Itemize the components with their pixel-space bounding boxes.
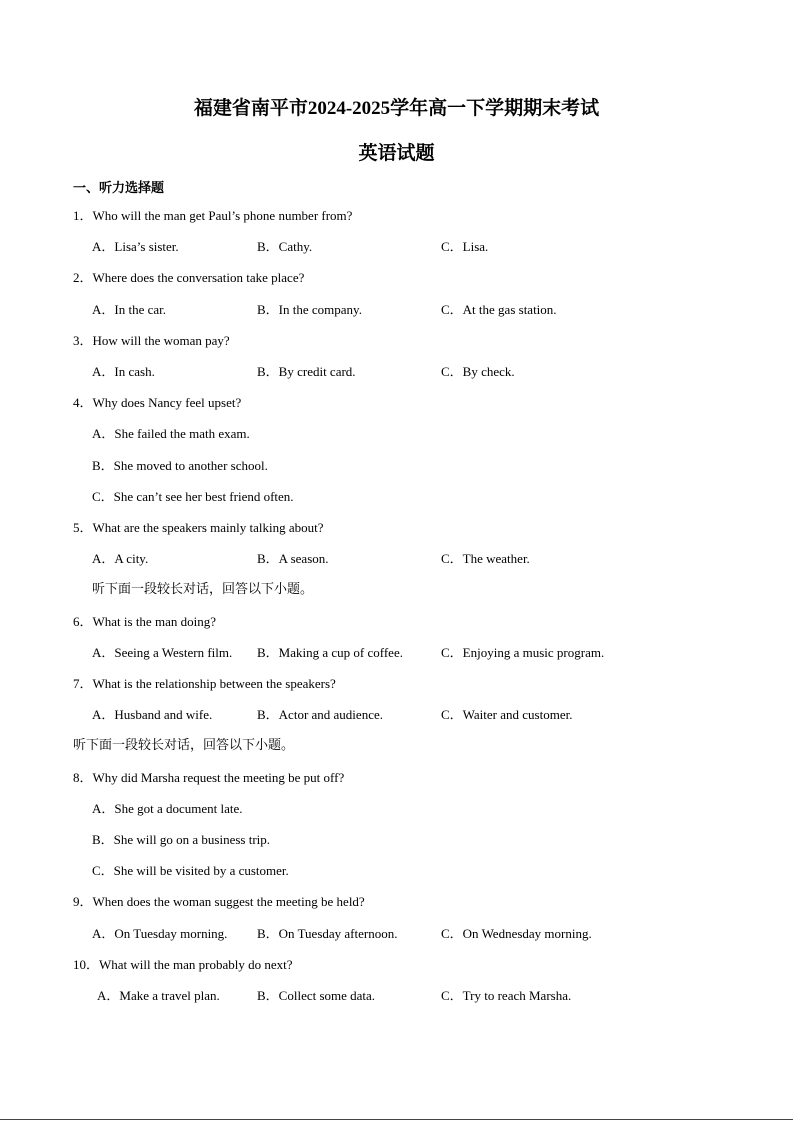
option-c: C．Try to reach Marsha. [441, 988, 572, 1003]
question-stem: 2．Where does the conversation take place? [73, 270, 305, 285]
option-a: A．She failed the math exam. [92, 426, 250, 441]
question-stem: 7．What is the relationship between the speakers? [73, 676, 336, 691]
question-stem: 8．Why did Marsha request the meeting be put off? [73, 770, 345, 785]
option-b: B．On Tuesday afternoon. [257, 926, 398, 941]
option-c: C．On Wednesday morning. [441, 926, 592, 941]
question-stem: 4．Why does Nancy feel upset? [73, 395, 242, 410]
question-stem: 1．Who will the man get Paul’s phone number from? [73, 208, 353, 223]
question-stem: 6．What is the man doing? [73, 614, 216, 629]
option-a: A．Make a travel plan. [97, 988, 220, 1003]
option-a: A．In cash. [92, 364, 155, 379]
option-c: C．Lisa. [441, 239, 489, 254]
section-heading: 一、听力选择题 [73, 180, 165, 195]
option-b: B．She moved to another school. [92, 458, 268, 473]
option-a: A．Lisa’s sister. [92, 239, 179, 254]
option-a: A．Husband and wife. [92, 707, 213, 722]
option-b: B．By credit card. [257, 364, 356, 379]
option-a: A．Seeing a Western film. [92, 645, 233, 660]
option-a: A．She got a document late. [92, 801, 243, 816]
option-b: B．Cathy. [257, 239, 313, 254]
option-c: C．At the gas station. [441, 302, 557, 317]
question-stem: 5．What are the speakers mainly talking about? [73, 520, 324, 535]
option-a: A．On Tuesday morning. [92, 926, 228, 941]
option-b: B．A season. [257, 551, 329, 566]
exam-title: 福建省南平市2024-2025学年高一下学期期末考试 [193, 98, 600, 119]
option-b: B．Collect some data. [257, 988, 376, 1003]
question-stem: 9．When does the woman suggest the meeting be held? [73, 894, 365, 909]
instruction-text: 听下面一段较长对话，回答以下小题。 [92, 581, 314, 596]
option-c: C．Waiter and customer. [441, 707, 573, 722]
question-stem: 10．What will the man probably do next? [73, 957, 293, 972]
page-bottom-rule [0, 1119, 793, 1120]
option-c: C．By check. [441, 364, 515, 379]
exam-subtitle: 英语试题 [358, 143, 435, 164]
instruction-text: 听下面一段较长对话，回答以下小题。 [73, 737, 295, 752]
option-b: B．Actor and audience. [257, 707, 383, 722]
option-c: C．She will be visited by a customer. [92, 863, 289, 878]
question-stem: 3．How will the woman pay? [73, 333, 230, 348]
option-a: A．In the car. [92, 302, 167, 317]
option-c: C．She can’t see her best friend often. [92, 489, 294, 504]
option-b: B．She will go on a business trip. [92, 832, 271, 847]
option-a: A．A city. [92, 551, 149, 566]
option-b: B．Making a cup of coffee. [257, 645, 403, 660]
option-c: C．Enjoying a music program. [441, 645, 605, 660]
option-c: C．The weather. [441, 551, 530, 566]
option-b: B．In the company. [257, 302, 362, 317]
